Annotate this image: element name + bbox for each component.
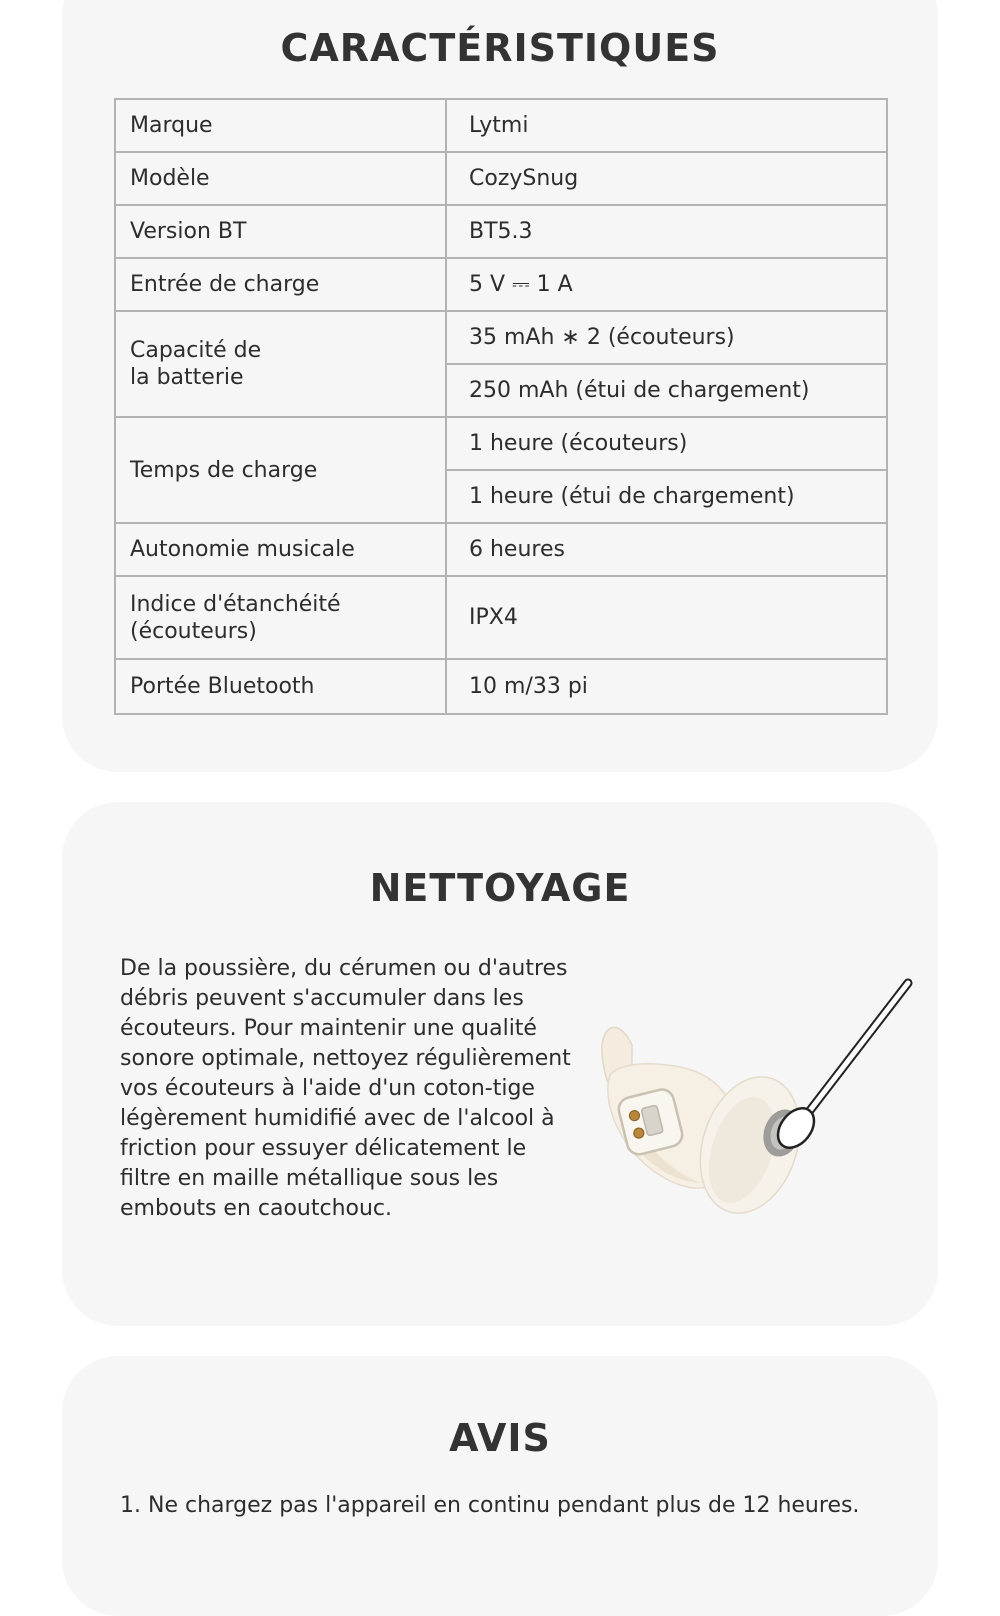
spec-label-battery: Capacité de la batterie bbox=[115, 311, 446, 417]
spec-label-charge-input: Entrée de charge bbox=[115, 258, 446, 311]
spec-label-model: Modèle bbox=[115, 152, 446, 205]
spec-value-model: CozySnug bbox=[446, 152, 887, 205]
table-row bbox=[115, 659, 887, 714]
table-row bbox=[115, 311, 887, 364]
spec-label-waterproof: Indice d'étanchéité (écouteurs) bbox=[115, 576, 446, 659]
spec-value-battery-case: 250 mAh (étui de chargement) bbox=[446, 364, 887, 417]
earbud-cotton-swab-illustration bbox=[570, 975, 920, 1225]
spec-value-charge-input: 5 V ⎓ 1 A bbox=[446, 258, 887, 311]
specs-table bbox=[114, 98, 888, 715]
spec-value-waterproof: IPX4 bbox=[446, 576, 887, 659]
table-row bbox=[115, 258, 887, 311]
spec-value-charge-time-earbuds: 1 heure (écouteurs) bbox=[446, 417, 887, 470]
notice-title: AVIS bbox=[449, 1416, 551, 1460]
table-row bbox=[115, 205, 887, 258]
spec-label-charge-time: Temps de charge bbox=[115, 417, 446, 523]
spec-label-range: Portée Bluetooth bbox=[115, 659, 446, 714]
specs-title: CARACTÉRISTIQUES bbox=[280, 26, 720, 70]
spec-label-bt-version: Version BT bbox=[115, 205, 446, 258]
table-row bbox=[115, 99, 887, 152]
table-row bbox=[115, 417, 887, 470]
notice-item-1: 1. Ne chargez pas l'appareil en continu pendant plus de 12 heures. bbox=[120, 1493, 860, 1518]
table-row bbox=[115, 152, 887, 205]
spec-value-range: 10 m/33 pi bbox=[446, 659, 887, 714]
spec-value-charge-time-case: 1 heure (étui de chargement) bbox=[446, 470, 887, 523]
spec-value-battery-earbuds: 35 mAh ∗ 2 (écouteurs) bbox=[446, 311, 887, 364]
spec-label-brand: Marque bbox=[115, 99, 446, 152]
spec-value-bt-version: BT5.3 bbox=[446, 205, 887, 258]
spec-value-brand: Lytmi bbox=[446, 99, 887, 152]
cleaning-title: NETTOYAGE bbox=[369, 866, 631, 910]
table-row bbox=[115, 576, 887, 659]
spec-value-playtime: 6 heures bbox=[446, 523, 887, 576]
table-row bbox=[115, 523, 887, 576]
notice-card bbox=[62, 1356, 938, 1616]
spec-label-playtime: Autonomie musicale bbox=[115, 523, 446, 576]
cleaning-text: De la poussière, du cérumen ou d'autres débris peuvent s'accumuler dans les écouteurs. Pour maintenir une qualité sonore optimale, nettoyez régulièrement vos écouteurs à l'aide d'un coton-tige légèrement humidifié avec de l'alcool à friction pour essuyer délicatement le filtre en maille métallique sous les embouts en caoutchouc. bbox=[120, 956, 571, 1221]
